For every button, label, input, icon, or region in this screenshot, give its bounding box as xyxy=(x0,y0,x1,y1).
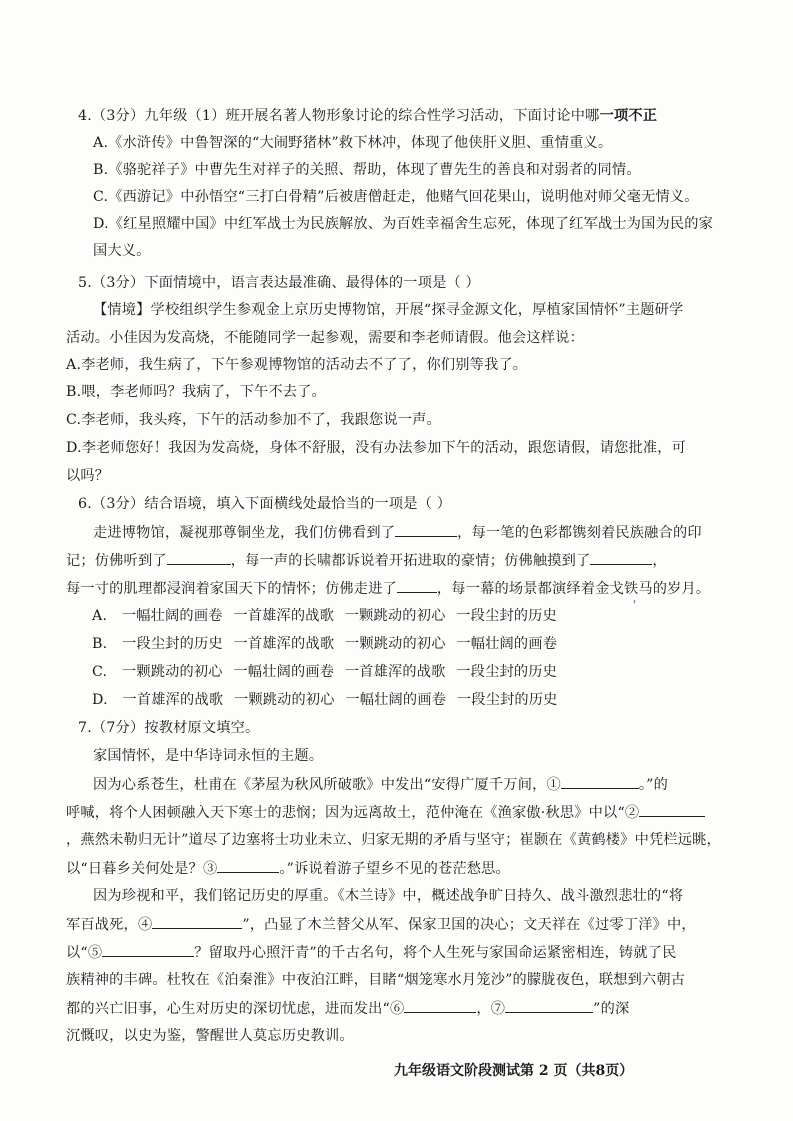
q7-para1-line4: 以“日暮乡关何处是？③ 。”诉说着游子望乡不见的苍茫愁思。 xyxy=(66,858,510,879)
q5-stem: 5.（3分）下面情境中，语言表达最准确、最得体的一项是（ ） xyxy=(78,275,480,291)
q4-option-d-line2: 国大义。 xyxy=(93,243,151,259)
q4-option-d-line1: D.《红星照耀中国》中红军战士为民族解放、为百姓幸福舍生忘死，体现了红军战士为国为民的家 xyxy=(93,216,714,232)
q7-blank-3[interactable] xyxy=(217,858,279,873)
pen-mark: ʾ xyxy=(633,598,637,612)
q6-stem: 6.（3分）结合语境，填入下面横线处最恰当的一项是（ ） xyxy=(78,496,452,512)
q6-blank-1[interactable] xyxy=(395,522,457,537)
q6-passage-line2: 记；仿佛听到了 ，每一声的长啸都诉说着开拓进取的豪情；仿佛触摸到了 ， xyxy=(66,550,667,571)
q7-blank-5[interactable] xyxy=(102,942,194,957)
q6-option-b: B. 一段尘封的历史 一首雄浑的战歌 一颗跳动的初心 一幅壮阔的画卷 xyxy=(92,636,558,652)
q7-stem: 7.（7分）按教材原文填空。 xyxy=(78,720,260,736)
q6-option-d: D. 一首雄浑的战歌 一颗跳动的初心 一幅壮阔的画卷 一段尘封的历史 xyxy=(92,692,558,708)
q7-para2-line6: 沉慨叹，以史为鉴，警醒世人莫忘历史教训。 xyxy=(66,1028,354,1044)
q4-option-c: C.《西游记》中孙悟空“三打白骨精”后被唐僧赶走，他赌气回花果山，说明他对师父毫无情义。 xyxy=(93,189,699,205)
q7-para2-line5: 都的兴亡旧事，心生对历史的深切忧虑，进而发出“⑥ ，⑦ ”的深 xyxy=(66,998,629,1019)
q7-para2-line1: 因为珍视和平，我们铭记历史的厚重。《木兰诗》中，概述战争旷日持久、战斗激烈悲壮的“将 xyxy=(93,888,684,904)
q5-option-c: C.李老师，我头疼，下午的活动参加不了，我跟您说一声。 xyxy=(66,412,441,428)
q7-blank-4[interactable] xyxy=(152,914,242,929)
q7-para2-line3: 以“⑤ ？留取丹心照汗青”的千古名句，将个人生死与家国命运紧密相连，铸就了民 xyxy=(66,942,676,963)
q6-blank-2[interactable] xyxy=(167,550,231,565)
q6-option-a: A. 一幅壮阔的画卷 一首雄浑的战歌 一颗跳动的初心 一段尘封的历史 xyxy=(92,608,557,624)
q6-passage-line3: 每一寸的肌理都浸润着家国天下的情怀；仿佛走进了 ，每一幕的场景都演绎着金戈铁马的岁月。 xyxy=(66,578,710,599)
q5-option-d-line1: D.李老师您好！我因为发高烧，身体不舒服，没有办法参加下午的活动，跟您请假，请您批准，可 xyxy=(66,440,687,456)
q5-context-line1: 【情境】学校组织学生参观金上京历史博物馆，开展“探寻金源文化，厚植家国情怀”主题研学 xyxy=(93,302,684,318)
q6-passage-line1: 走进博物馆，凝视那尊铜坐龙，我们仿佛看到了 ，每一笔的色彩都镌刻着民族融合的印 xyxy=(93,522,702,543)
q6-blank-3[interactable] xyxy=(590,550,652,565)
q6-option-c: C. 一颗跳动的初心 一幅壮阔的画卷 一首雄浑的战歌 一段尘封的历史 xyxy=(92,664,558,680)
q7-blank-7[interactable] xyxy=(505,998,593,1013)
q5-option-b: B.喂，李老师吗？我病了，下午不去了。 xyxy=(66,384,326,400)
page-footer: 九年级语文阶段测试第 2 页（共8页） xyxy=(394,1063,634,1079)
q5-context-line2: 活动。小佳因为发高烧，不能随同学一起参观，需要和李老师请假。他会这样说： xyxy=(66,330,584,346)
q7-para2-line4: 族精神的丰碑。杜牧在《泊秦淮》中夜泊江畔，目睹“烟笼寒水月笼沙”的朦胧夜色，联想到六朝古 xyxy=(66,972,686,988)
q5-option-d-line2: 以吗？ xyxy=(66,468,110,484)
q7-blank-6[interactable] xyxy=(404,998,476,1013)
q7-blank-1[interactable] xyxy=(561,774,639,789)
q4-option-b: B.《骆驼祥子》中曹先生对祥子的关照、帮助，体现了曹先生的善良和对弱者的同情。 xyxy=(93,162,641,178)
q6-blank-4[interactable] xyxy=(397,578,437,593)
q7-para1-line1: 因为心系苍生，杜甫在《茅屋为秋风所破歌》中发出“安得广厦千万间，① 。”的 xyxy=(93,774,668,795)
q7-para1-line3: ，燕然未勒归无计”道尽了边塞将士功业未立、归家无期的矛盾与坚守；崔颢在《黄鹤楼》中凭栏远眺， xyxy=(66,832,721,848)
q7-para2-line2: 军百战死，④ ”，凸显了木兰替父从军、保家卫国的决心；文天祥在《过零丁洋》中， xyxy=(66,914,696,935)
q4-stem: 4.（3分）九年级（1）班开展名著人物形象讨论的综合性学习活动，下面讨论中哪一项不正 xyxy=(78,108,658,124)
q4-option-a: A.《水浒传》中鲁智深的“大闹野猪林”救下林冲，体现了他侠肝义胆、重情重义。 xyxy=(93,135,613,151)
q7-blank-2[interactable] xyxy=(639,802,705,817)
q7-intro: 家国情怀，是中华诗词永恒的主题。 xyxy=(93,748,324,764)
q5-option-a: A.李老师，我生病了，下午参观博物馆的活动去不了了，你们别等我了。 xyxy=(66,357,528,373)
q7-para1-line2: 呼喊，将个人困顿融入天下寒士的悲悯；因为远离故土，范仲淹在《渔家傲·秋思》中以“② xyxy=(66,802,705,823)
